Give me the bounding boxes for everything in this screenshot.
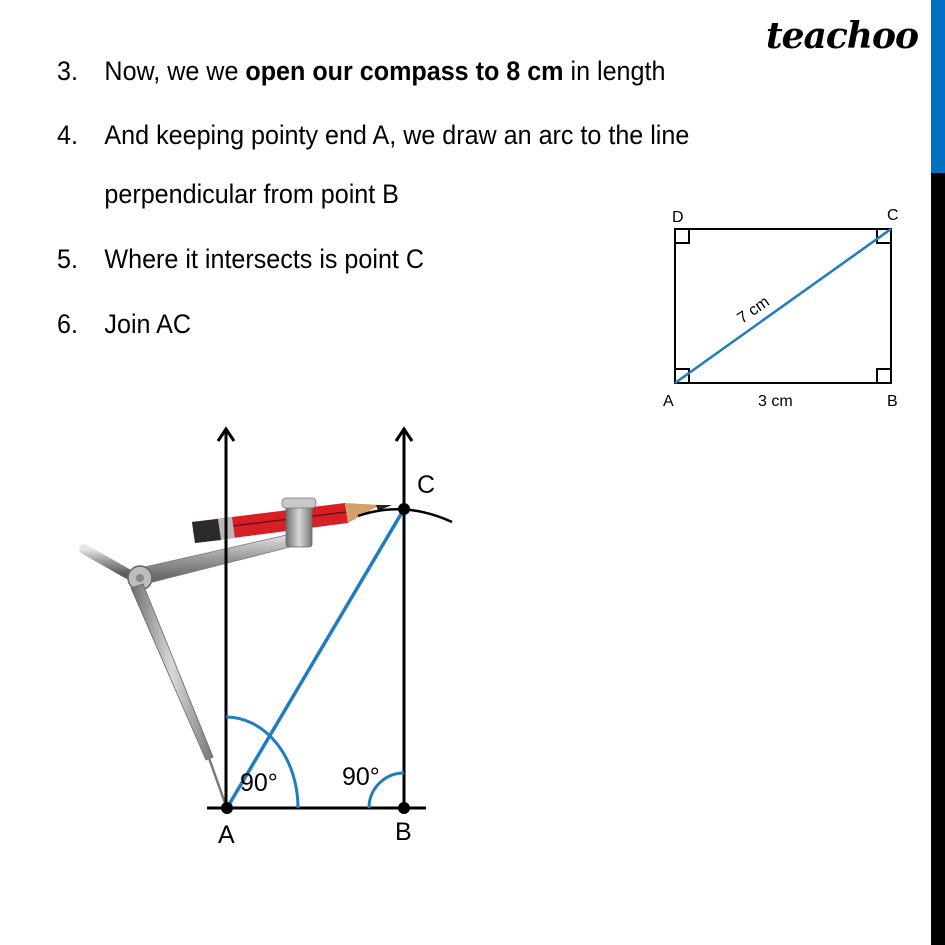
step-text: perpendicular from point B	[104, 179, 399, 209]
diagonal-length-label: 7 cm	[734, 293, 773, 328]
pencil-icon	[192, 498, 392, 547]
step-number: 6.	[57, 309, 78, 339]
step-text: Join AC	[104, 309, 191, 339]
teachoo-logo: teachoo	[766, 15, 918, 57]
angle-label-a: 90°	[240, 769, 278, 797]
base-length-label: 3 cm	[758, 393, 793, 410]
point-label-c: C	[417, 471, 436, 499]
step-number: 3.	[57, 56, 78, 86]
step-text-pre: Now, we we	[104, 56, 246, 86]
point-label-b: B	[395, 818, 412, 846]
vertex-label-a: A	[663, 393, 674, 410]
vertex-label-d: D	[672, 209, 684, 226]
compass-icon	[84, 498, 392, 806]
vertex-label-b: B	[887, 393, 898, 410]
step-text: Where it intersects is point C	[104, 244, 425, 274]
point-label-a: A	[218, 821, 235, 849]
step-text-post: in length	[563, 56, 666, 86]
point-c	[398, 503, 410, 515]
point-b	[398, 802, 410, 814]
step-number: 4.	[57, 120, 78, 150]
step-text: And keeping pointy end A, we draw an arc to the line	[104, 120, 690, 150]
point-a	[221, 802, 233, 814]
angle-label-b: 90°	[342, 763, 380, 791]
step-text-bold: open our compass to 8 cm	[245, 56, 564, 86]
vertex-label-c: C	[887, 207, 899, 224]
step-number: 5.	[57, 244, 78, 274]
